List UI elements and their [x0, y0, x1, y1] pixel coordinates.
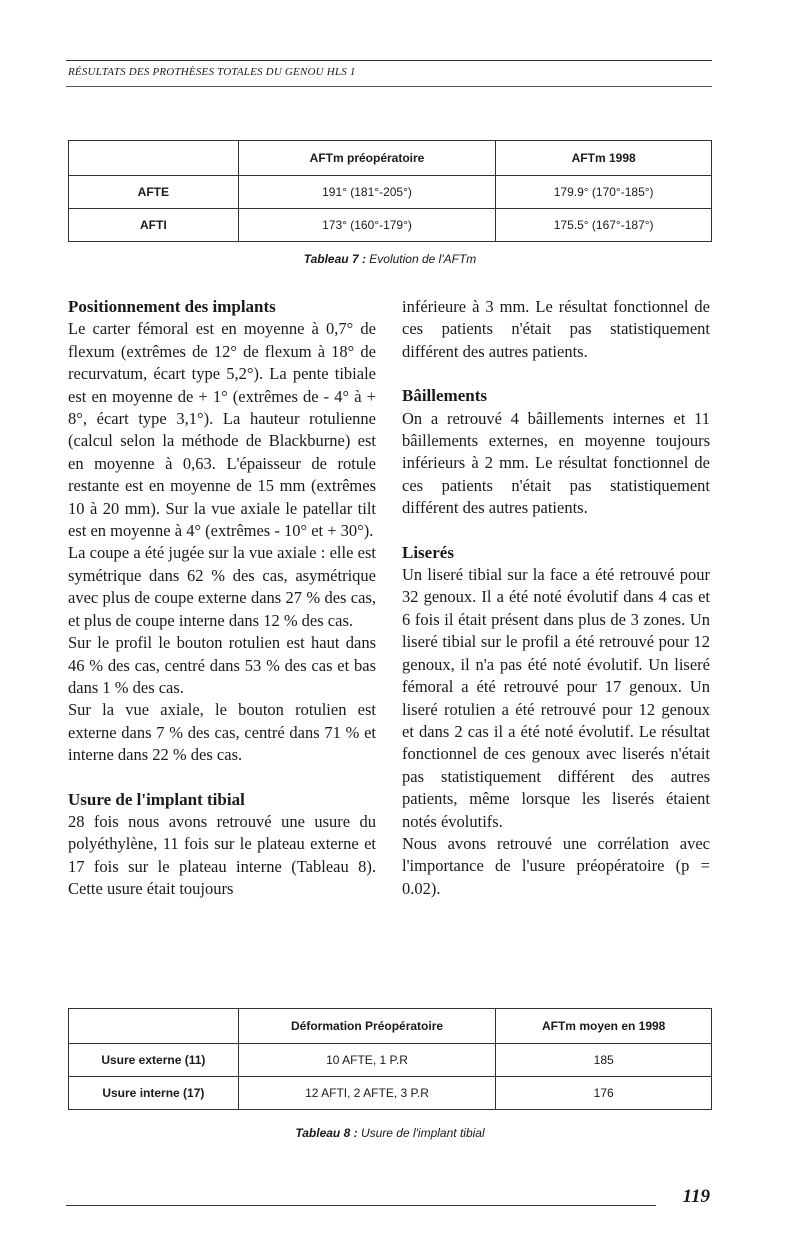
table-header-row [69, 141, 712, 176]
table-7 [68, 140, 712, 242]
table-cell: 179.9° (170°-185°) [496, 176, 712, 209]
table-header-cell [69, 141, 239, 176]
paragraph: inférieure à 3 mm. Le résultat fonctionnel de ces patients n'était pas statistiquement différent des autres patients. [402, 297, 710, 361]
footer-rule [66, 1205, 656, 1206]
left-column [68, 296, 376, 901]
paragraph: Nous avons retrouvé une corrélation avec l'importance de l'usure préopératoire (p = 0.02). [402, 833, 710, 898]
paragraph: La coupe a été jugée sur la vue axiale : elle est symétrique dans 62 % des cas, asymétrique avec plus de coupe externe dans 27 % des cas, et plus de coupe interne dans 12 % des cas. [68, 543, 376, 630]
table-row [69, 176, 712, 209]
table-row [69, 1044, 712, 1077]
section-title-radiolucent-lines: Liserés [402, 542, 454, 562]
row-header-cell: Usure interne (17) [69, 1077, 239, 1110]
table-cell: 10 AFTE, 1 P.R [238, 1044, 496, 1077]
caption-label: Tableau 8 : [295, 1126, 358, 1140]
table-7-caption [68, 252, 712, 266]
paragraph: 28 fois nous avons retrouvé une usure du polyéthylène, 11 fois sur le plateau externe et 17 fois sur le plateau interne (Tableau 8). Cette usure était toujours [68, 811, 376, 899]
table-header-cell: AFTm préopératoire [238, 141, 496, 176]
table-cell: 176 [496, 1077, 712, 1110]
section-title-tibial-wear: Usure de l'implant tibial [68, 789, 245, 809]
caption-text: Usure de l'implant tibial [357, 1126, 485, 1140]
table-8 [68, 1008, 712, 1110]
caption-label: Tableau 7 : [303, 252, 366, 266]
table-row [69, 1077, 712, 1110]
top-rule [66, 60, 712, 61]
section-title-gaping: Bâillements [402, 386, 487, 406]
paragraph: Un liseré tibial sur la face a été retrouvé pour 32 genoux. Il a été noté évolutif dans 4 cas et 6 fois il était présent dans plus de 3 zones. Un liseré tibial sur le profil a été retrouvé pour 12 genoux, il n'a pas été noté évolutif. Un liseré fémoral a été retrouvé pour 17 genoux. Un liseré rotulien a été retrouvé pour 12 genoux et dans 2 cas il a été noté évolutif. Le résultat fonctionnel de ces genoux avec liserés n'était pas statistiquement différent des autres patients, même lorsque les liserés étaient notés évolutifs. [402, 565, 710, 831]
table-header-row [69, 1009, 712, 1044]
table-row [69, 209, 712, 242]
page-number: 119 [682, 1186, 710, 1207]
row-header-cell: AFTI [69, 209, 239, 242]
table-header-cell: AFTm moyen en 1998 [496, 1009, 712, 1044]
table-header-cell [69, 1009, 239, 1044]
paragraph: Le carter fémoral est en moyenne à 0,7° de flexum (extrêmes de 12° de flexum à 18° de recurvatum, écart type 5,2°). La pente tibiale est en moyenne de + 1° (extrêmes de - 4° à + 8°, écart type 3,1°). La hauteur rotulienne (calcul selon la méthode de Blackburne) est en moyenne à 0,63. L'épaisseur de rotule restante est en moyenne de 15 mm (extrêmes 10 à 20 mm). Sur la vue axiale le patellar tilt est en moyenne à 4° (extrêmes - 10° et + 30°). [68, 319, 376, 541]
paragraph: On a retrouvé 4 bâillements internes et 11 bâillements externes, en moyenne toujours inférieurs à 2 mm. Le résultat fonctionnel de ces patients n'était pas statistiquement différent des autres patients. [402, 408, 710, 518]
section-title-implant-positioning: Positionnement des implants [68, 297, 276, 316]
row-header-cell: Usure externe (11) [69, 1044, 239, 1077]
table-cell: 175.5° (167°-187°) [496, 209, 712, 242]
table-cell: 185 [496, 1044, 712, 1077]
header-rule [66, 86, 712, 87]
table-cell: 191° (181°-205°) [238, 176, 496, 209]
running-title: RÉSULTATS DES PROTHÈSES TOTALES DU GENOU HLS 1 [68, 66, 356, 78]
row-header-cell: AFTE [69, 176, 239, 209]
paragraph: Sur le profil le bouton rotulien est haut dans 46 % des cas, centré dans 53 % des cas et bas dans 1 % des cas. [68, 633, 376, 697]
table-cell: 173° (160°-179°) [238, 209, 496, 242]
table-header-cell: AFTm 1998 [496, 141, 712, 176]
table-8-caption [68, 1126, 712, 1140]
paragraph: Sur la vue axiale, le bouton rotulien est externe dans 7 % des cas, centré dans 71 % et interne dans 22 % des cas. [68, 700, 376, 765]
table-cell: 12 AFTI, 2 AFTE, 3 P.R [238, 1077, 496, 1110]
caption-text: Evolution de l'AFTm [365, 252, 477, 266]
table-header-cell: Déformation Préopératoire [238, 1009, 496, 1044]
right-column [402, 296, 710, 900]
